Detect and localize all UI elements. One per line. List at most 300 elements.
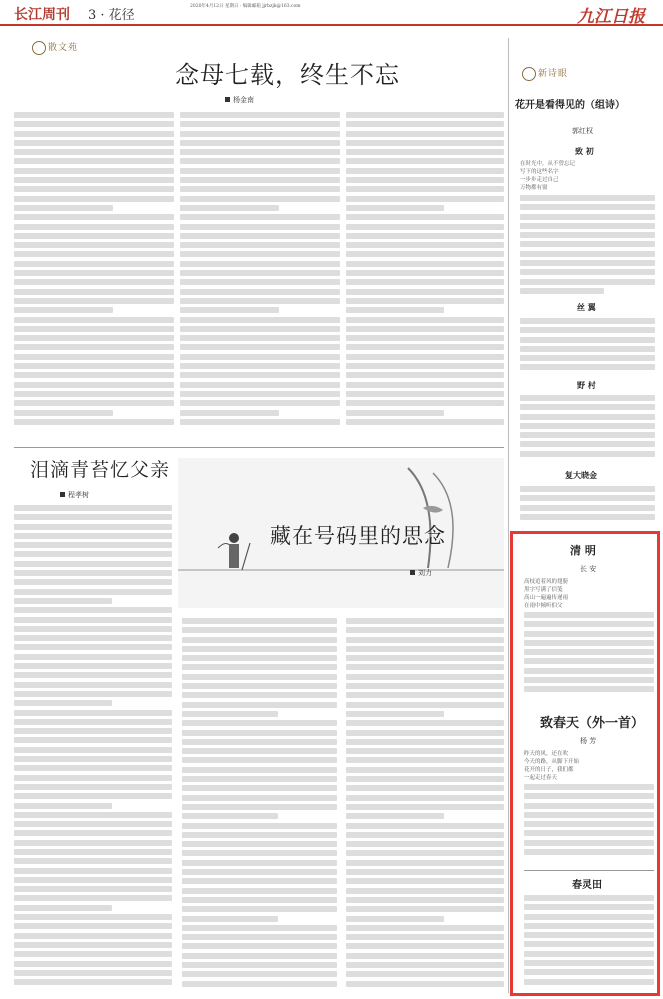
text-line — [346, 326, 504, 332]
text-line — [182, 646, 337, 652]
text-line — [520, 346, 655, 352]
poem-text-3: 昨天的风，还在吹 今天的路，从脚下开始 花开的日子，我们都 一起走过春天 — [524, 751, 580, 781]
text-line — [524, 677, 654, 683]
text-line — [182, 934, 337, 940]
text-line — [346, 205, 444, 211]
text-line — [524, 612, 654, 618]
text-line — [346, 131, 504, 137]
text-line — [182, 925, 337, 931]
text-line — [524, 960, 654, 966]
text-line — [182, 785, 337, 791]
text-line — [14, 233, 174, 239]
newspaper-logo: 九江日报 — [577, 7, 645, 27]
text-line — [14, 149, 174, 155]
text-line — [14, 177, 174, 183]
text-line — [182, 711, 278, 717]
text-line — [524, 830, 654, 836]
article4-title: 致春天（外一首） — [540, 716, 645, 731]
text-line — [14, 326, 174, 332]
text-line — [346, 121, 504, 127]
text-line — [14, 728, 172, 734]
text-line — [180, 400, 340, 406]
text-line — [346, 739, 504, 745]
text-line — [346, 692, 504, 698]
poem-series-title: 花开是看得见的（组诗） — [515, 100, 625, 111]
text-line — [524, 784, 654, 790]
text-line — [524, 649, 654, 655]
text-line — [14, 784, 172, 790]
text-line — [14, 979, 172, 985]
text-line — [182, 869, 337, 875]
text-line — [346, 869, 504, 875]
text-line — [346, 391, 504, 397]
text-line — [14, 933, 172, 939]
text-line — [14, 812, 172, 818]
text-line — [180, 391, 340, 397]
text-line — [14, 270, 174, 276]
text-line — [346, 664, 504, 670]
text-line — [14, 877, 172, 883]
text-line — [14, 112, 174, 118]
qingming-body — [524, 612, 654, 700]
text-line — [520, 251, 655, 257]
text-line — [520, 195, 655, 201]
text-line — [520, 423, 655, 429]
text-line — [524, 923, 654, 929]
article3-title: 藏在号码里的思念 — [270, 524, 446, 548]
text-line — [520, 505, 655, 511]
text-line — [180, 326, 340, 332]
text-line — [14, 970, 172, 976]
text-line — [520, 451, 655, 457]
text-line — [520, 241, 655, 247]
text-line — [180, 214, 340, 220]
poetry-badge: 新诗眼 — [520, 66, 568, 81]
text-line — [14, 410, 113, 416]
text-line — [346, 730, 504, 736]
text-line — [346, 646, 504, 652]
text-line — [14, 551, 172, 557]
text-line — [182, 878, 337, 884]
text-line — [14, 307, 113, 313]
text-line — [346, 112, 504, 118]
article2-title: 泪滴青苔忆父亲 — [30, 459, 171, 481]
text-line — [14, 158, 174, 164]
text-line — [346, 233, 504, 239]
text-line — [182, 981, 337, 987]
text-line — [14, 598, 112, 604]
text-line — [520, 364, 655, 370]
text-line — [520, 432, 655, 438]
text-line — [520, 337, 655, 343]
text-line — [14, 895, 172, 901]
text-line — [524, 840, 654, 846]
text-line — [180, 317, 340, 323]
text-line — [182, 943, 337, 949]
text-line — [346, 261, 504, 267]
text-line — [14, 710, 172, 716]
text-line — [520, 404, 655, 410]
text-line — [346, 186, 504, 192]
text-line — [14, 821, 172, 827]
text-line — [524, 812, 654, 818]
last-body — [524, 895, 654, 991]
text-line — [524, 951, 654, 957]
text-line — [182, 739, 337, 745]
text-line — [14, 542, 172, 548]
text-line — [180, 121, 340, 127]
text-line — [524, 904, 654, 910]
text-line — [346, 767, 504, 773]
text-line — [524, 821, 654, 827]
text-line — [346, 307, 444, 313]
text-line — [182, 730, 337, 736]
text-line — [14, 317, 174, 323]
text-line — [346, 637, 504, 643]
text-line — [180, 205, 279, 211]
text-line — [14, 617, 172, 623]
text-line — [180, 354, 340, 360]
separator — [524, 870, 654, 871]
text-line — [346, 354, 504, 360]
text-line — [346, 720, 504, 726]
text-line — [346, 242, 504, 248]
section-heading-2: 丝 翼 — [577, 303, 596, 312]
text-line — [182, 962, 337, 968]
text-line — [180, 289, 340, 295]
text-line — [14, 140, 174, 146]
text-line — [14, 514, 172, 520]
text-line — [346, 270, 504, 276]
text-line — [346, 335, 504, 341]
text-line — [182, 683, 337, 689]
text-line — [14, 561, 172, 567]
text-line — [180, 196, 340, 202]
text-line — [524, 803, 654, 809]
text-line — [346, 925, 504, 931]
section-badge: 散文苑 — [30, 40, 78, 55]
article1-byline: 杨金南 — [225, 95, 254, 105]
text-line — [346, 776, 504, 782]
text-line — [14, 382, 174, 388]
text-line — [524, 668, 654, 674]
text-line — [346, 298, 504, 304]
text-line — [14, 830, 172, 836]
text-line — [524, 941, 654, 947]
text-line — [520, 514, 655, 520]
text-line — [14, 700, 112, 706]
article1-col2 — [180, 112, 340, 437]
article4-body — [524, 784, 654, 866]
text-line — [346, 683, 504, 689]
text-line — [346, 317, 504, 323]
text-line — [182, 897, 337, 903]
poem-lines-1 — [520, 195, 655, 300]
editorial-info: 2020年4月12日 星期日 · 编辑邮箱 jjrbzjk@163.com — [190, 4, 301, 9]
text-line — [14, 242, 174, 248]
text-line — [524, 686, 654, 692]
text-line — [180, 372, 340, 378]
poem-series-author: 郭红权 — [572, 127, 593, 135]
text-line — [520, 327, 655, 333]
text-line — [14, 279, 174, 285]
text-line — [14, 858, 172, 864]
text-line — [182, 850, 337, 856]
text-line — [14, 626, 172, 632]
text-line — [14, 747, 172, 753]
text-line — [182, 841, 337, 847]
text-line — [346, 149, 504, 155]
text-line — [180, 410, 279, 416]
text-line — [182, 971, 337, 977]
text-line — [14, 579, 172, 585]
text-line — [14, 168, 174, 174]
text-line — [182, 627, 337, 633]
text-line — [182, 757, 337, 763]
qingming-title: 清 明 — [570, 544, 596, 557]
section-heading-3: 野 村 — [577, 381, 596, 390]
text-line — [14, 372, 174, 378]
text-line — [180, 242, 340, 248]
poem-lines-4 — [520, 486, 655, 528]
text-line — [180, 131, 340, 137]
text-line — [14, 803, 112, 809]
text-line — [520, 318, 655, 324]
text-line — [182, 795, 337, 801]
text-line — [346, 888, 504, 894]
text-line — [180, 168, 340, 174]
text-line — [346, 655, 504, 661]
text-line — [14, 942, 172, 948]
text-line — [14, 251, 174, 257]
article3-byline: 刘力 — [410, 568, 432, 578]
text-line — [182, 692, 337, 698]
text-line — [520, 232, 655, 238]
text-line — [346, 344, 504, 350]
text-line — [14, 719, 172, 725]
text-line — [520, 288, 604, 294]
text-line — [14, 570, 172, 576]
text-line — [180, 186, 340, 192]
text-line — [14, 186, 174, 192]
text-line — [14, 663, 172, 669]
text-line — [14, 354, 174, 360]
text-line — [346, 419, 504, 425]
text-line — [346, 906, 504, 912]
text-line — [346, 618, 504, 624]
text-line — [346, 410, 444, 416]
text-line — [520, 279, 655, 285]
text-line — [14, 589, 172, 595]
text-line — [14, 635, 172, 641]
text-line — [14, 840, 172, 846]
qingming-author: 长 安 — [580, 565, 597, 573]
text-line — [14, 644, 172, 650]
text-line — [346, 757, 504, 763]
text-line — [14, 391, 174, 397]
text-line — [180, 382, 340, 388]
text-line — [182, 953, 337, 959]
text-line — [180, 363, 340, 369]
text-line — [180, 251, 340, 257]
text-line — [14, 923, 172, 929]
text-line — [520, 204, 655, 210]
poem-text-2: 高枝追着风的翅膀 黑字写满了信笺 高山一遍遍传递雨 在雨中倾听伯父 — [524, 579, 569, 609]
text-line — [182, 655, 337, 661]
text-line — [14, 289, 174, 295]
text-line — [346, 953, 504, 959]
text-line — [520, 223, 655, 229]
text-line — [346, 897, 504, 903]
text-line — [182, 637, 337, 643]
section-heading-1: 致 初 — [575, 147, 594, 156]
text-line — [346, 832, 504, 838]
text-line — [14, 793, 172, 799]
text-line — [182, 776, 337, 782]
poem-lines-3 — [520, 395, 655, 467]
text-line — [182, 767, 337, 773]
text-line — [346, 289, 504, 295]
text-line — [520, 495, 655, 501]
text-line — [180, 140, 340, 146]
text-line — [14, 121, 174, 127]
text-line — [182, 748, 337, 754]
text-line — [14, 682, 172, 688]
text-line — [14, 607, 172, 613]
text-line — [346, 823, 504, 829]
text-line — [14, 524, 172, 530]
text-line — [14, 224, 174, 230]
text-line — [524, 658, 654, 664]
article3-col1 — [182, 618, 337, 990]
text-line — [346, 140, 504, 146]
poem-text-1: 在时光中，从不曾忘记 写下的这些名字 一步步走过自己 万物都有窗 — [520, 161, 576, 191]
text-line — [14, 363, 174, 369]
text-line — [14, 961, 172, 967]
text-line — [182, 804, 337, 810]
text-line — [346, 795, 504, 801]
article2-byline: 程孝树 — [60, 490, 89, 500]
text-line — [180, 149, 340, 155]
text-line — [182, 860, 337, 866]
article1-col3 — [346, 112, 504, 437]
article3-col2 — [346, 618, 504, 990]
text-line — [182, 674, 337, 680]
text-line — [182, 720, 337, 726]
last-title: 春灵田 — [572, 880, 602, 891]
text-line — [346, 382, 504, 388]
text-line — [180, 224, 340, 230]
text-line — [346, 674, 504, 680]
text-line — [14, 849, 172, 855]
text-line — [346, 804, 504, 810]
text-line — [14, 756, 172, 762]
text-line — [180, 112, 340, 118]
text-line — [182, 823, 337, 829]
text-line — [346, 962, 504, 968]
text-line — [346, 400, 504, 406]
text-line — [524, 969, 654, 975]
text-line — [182, 916, 278, 922]
text-line — [520, 260, 655, 266]
text-line — [14, 533, 172, 539]
text-line — [524, 621, 654, 627]
article1-title: 念母七载，终生不忘 — [175, 61, 400, 89]
text-line — [14, 261, 174, 267]
text-line — [14, 951, 172, 957]
article2-body — [14, 505, 172, 990]
text-line — [346, 785, 504, 791]
page-number: 3 · 花径 — [88, 8, 135, 23]
badge-ring-icon — [522, 67, 536, 81]
text-line — [180, 177, 340, 183]
text-line — [520, 269, 655, 275]
text-line — [346, 878, 504, 884]
text-line — [14, 298, 174, 304]
text-line — [180, 307, 279, 313]
text-line — [180, 261, 340, 267]
text-line — [14, 344, 174, 350]
text-line — [182, 702, 337, 708]
text-line — [346, 981, 504, 987]
text-line — [346, 971, 504, 977]
text-line — [346, 748, 504, 754]
text-line — [346, 224, 504, 230]
article4-author: 杨 芳 — [580, 737, 597, 745]
text-line — [14, 905, 112, 911]
text-line — [346, 251, 504, 257]
text-line — [14, 775, 172, 781]
text-line — [346, 850, 504, 856]
text-line — [520, 486, 655, 492]
section-name: 长江周刊 — [14, 7, 70, 23]
text-line — [346, 943, 504, 949]
text-line — [14, 131, 174, 137]
badge-ring-icon — [32, 41, 46, 55]
text-line — [520, 414, 655, 420]
text-line — [180, 419, 340, 425]
text-line — [520, 214, 655, 220]
text-line — [180, 270, 340, 276]
text-line — [14, 691, 172, 697]
text-line — [524, 631, 654, 637]
text-line — [346, 841, 504, 847]
text-line — [14, 765, 172, 771]
text-line — [180, 335, 340, 341]
text-line — [346, 860, 504, 866]
text-line — [14, 335, 174, 341]
text-line — [346, 279, 504, 285]
text-line — [520, 441, 655, 447]
text-line — [346, 177, 504, 183]
text-line — [346, 372, 504, 378]
text-line — [180, 158, 340, 164]
text-line — [346, 363, 504, 369]
text-line — [14, 419, 174, 425]
text-line — [346, 168, 504, 174]
text-line — [524, 895, 654, 901]
text-line — [346, 934, 504, 940]
text-line — [182, 832, 337, 838]
text-line — [520, 395, 655, 401]
text-line — [346, 214, 504, 220]
text-line — [524, 979, 654, 985]
text-line — [524, 914, 654, 920]
text-line — [14, 672, 172, 678]
text-line — [182, 664, 337, 670]
text-line — [182, 813, 278, 819]
text-line — [14, 737, 172, 743]
